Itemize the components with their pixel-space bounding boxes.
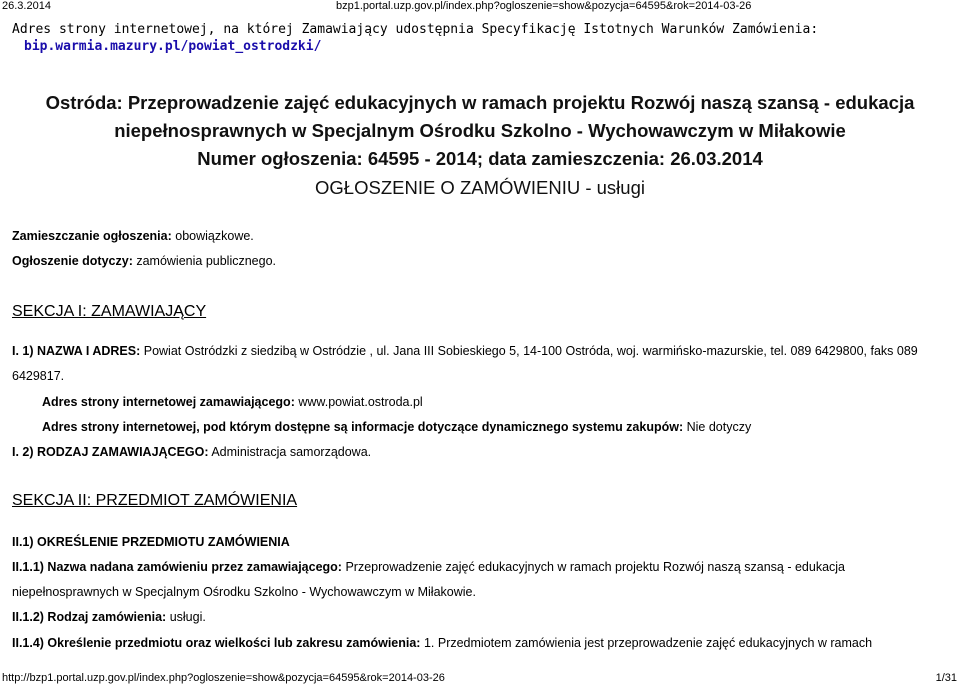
name-address-value: Powiat Ostródzki z siedzibą w Ostródzie , ul. Jana III Sobieskiego 5, 14-100 Ostróda, woj. warmińsko-mazurskie, tel. 089 6429800, faks 089 xyxy=(143,344,918,358)
name-address-continued: 6429817. xyxy=(12,369,65,383)
website-label: Adres strony internetowej zamawiającego: xyxy=(42,395,295,409)
footer-url: http://bzp1.portal.uzp.gov.pl/index.php?ogloszenie=show&pozycja=64595&rok=2014-03-26 xyxy=(2,672,445,684)
concerns-label: Ogłoszenie dotyczy: xyxy=(12,254,133,268)
website-line xyxy=(42,395,423,409)
website-value: www.powiat.ostroda.pl xyxy=(298,395,423,409)
print-date: 26.3.2014 xyxy=(2,0,51,12)
page-number: 1/31 xyxy=(935,672,957,684)
name-address-label: I. 1) NAZWA I ADRES: xyxy=(12,344,141,358)
placement-label: Zamieszczanie ogłoszenia: xyxy=(12,229,172,243)
notice-type: OGŁOSZENIE O ZAMÓWIENIU - usługi xyxy=(315,177,645,198)
siwz-link[interactable]: bip.warmia.mazury.pl/powiat_ostrodzki/ xyxy=(24,39,322,54)
order-kind-value: usługi. xyxy=(169,610,206,624)
siwz-intro-text: Adres strony internetowej, na której Zamawiający udostępnia Specyfikację Istotnych Warunków Zamówienia: xyxy=(12,22,819,37)
contracting-type-value: Administracja samorządowa. xyxy=(211,445,372,459)
section-2-heading: SEKCJA II: PRZEDMIOT ZAMÓWIENIA xyxy=(12,492,298,509)
placement-line xyxy=(12,229,254,243)
section-1-heading: SEKCJA I: ZAMAWIAJĄCY xyxy=(12,303,207,320)
contracting-type-label: I. 2) RODZAJ ZAMAWIAJĄCEGO: xyxy=(12,445,209,459)
order-description-line xyxy=(12,636,872,650)
order-name-line xyxy=(12,560,845,574)
order-name-label: II.1.1) Nazwa nadana zamówieniu przez zamawiającego: xyxy=(12,560,342,574)
order-description-value: 1. Przedmiotem zamówienia jest przeprowadzenie zajęć edukacyjnych w ramach xyxy=(423,636,873,650)
order-kind-label: II.1.2) Rodzaj zamówienia: xyxy=(12,610,167,624)
order-name-continued: niepełnosprawnych w Specjalnym Ośrodku Szkolno - Wychowawczym w Miłakowie. xyxy=(12,585,476,599)
notice-number: Numer ogłoszenia: 64595 - 2014; data zamieszczenia: 26.03.2014 xyxy=(197,148,763,169)
print-url: bzp1.portal.uzp.gov.pl/index.php?ogloszenie=show&pozycja=64595&rok=2014-03-26 xyxy=(336,0,752,12)
placement-value: obowiązkowe. xyxy=(175,229,254,243)
subject-definition-label: II.1) OKREŚLENIE PRZEDMIOTU ZAMÓWIENIA xyxy=(12,535,290,549)
title-line-1: Ostróda: Przeprowadzenie zajęć edukacyjnych w ramach projektu Rozwój naszą szansą - edukacja xyxy=(45,92,915,113)
subject-definition-heading xyxy=(12,535,290,549)
order-name-value: Przeprowadzenie zajęć edukacyjnych w ramach projektu Rozwój naszą szansą - edukacja xyxy=(345,560,846,574)
order-description-label: II.1.4) Określenie przedmiotu oraz wielkości lub zakresu zamówienia: xyxy=(12,636,421,650)
dynamic-system-label: Adres strony internetowej, pod którym dostępne są informacje dotyczące dynamicznego systemu zakupów: xyxy=(42,420,684,434)
title-line-2: niepełnosprawnych w Specjalnym Ośrodku Szkolno - Wychowawczym w Miłakowie xyxy=(114,120,846,141)
contracting-type-line xyxy=(12,445,371,459)
concerns-line xyxy=(12,254,276,268)
dynamic-system-value: Nie dotyczy xyxy=(686,420,752,434)
dynamic-system-line xyxy=(42,420,751,434)
name-address-line xyxy=(12,344,918,358)
order-kind-line xyxy=(12,610,206,624)
concerns-value: zamówienia publicznego. xyxy=(136,254,277,268)
